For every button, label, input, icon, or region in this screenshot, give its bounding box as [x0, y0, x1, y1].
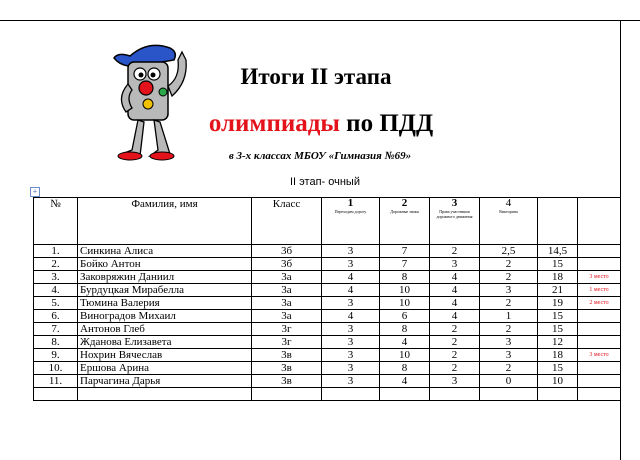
cell-num: 5. — [34, 297, 78, 310]
header-task-1-number: 1 — [347, 197, 354, 209]
cell-score-3: 4 — [430, 284, 480, 297]
cell-empty — [538, 388, 578, 401]
cell-name: Бурдуцкая Мирабелла — [78, 284, 252, 297]
table-header-row — [34, 198, 621, 245]
title-line-1: Итоги II этапа — [240, 64, 392, 89]
cell-place — [578, 336, 621, 349]
cell-name: Заковряжин Даниил — [78, 271, 252, 284]
cell-place — [578, 323, 621, 336]
cell-score-2: 4 — [380, 336, 430, 349]
cell-score-3: 2 — [430, 349, 480, 362]
cell-num: 11. — [34, 375, 78, 388]
header-task-3 — [430, 198, 480, 245]
cell-score-1: 3 — [322, 375, 380, 388]
table-row — [34, 336, 621, 349]
table-row — [34, 323, 621, 336]
header-name: Фамилия, имя — [78, 198, 252, 245]
cell-score-2: 8 — [380, 362, 430, 375]
header-place — [578, 198, 621, 245]
cell-num: 9. — [34, 349, 78, 362]
table-row — [34, 258, 621, 271]
cell-total: 14,5 — [538, 245, 578, 258]
cell-empty — [322, 388, 380, 401]
cell-empty — [34, 388, 78, 401]
cell-class: 3в — [252, 375, 322, 388]
cell-class: 3а — [252, 310, 322, 323]
cell-score-2: 4 — [380, 375, 430, 388]
cell-score-4: 2 — [480, 362, 538, 375]
table-row — [34, 284, 621, 297]
cell-score-3: 2 — [430, 323, 480, 336]
cell-total: 21 — [538, 284, 578, 297]
cell-class: 3в — [252, 362, 322, 375]
table-row — [34, 362, 621, 375]
header-task-3-title: Права участников дорожного движения — [436, 209, 473, 219]
cell-score-4: 2 — [480, 323, 538, 336]
cell-place: 3 место — [578, 271, 621, 284]
cell-score-1: 4 — [322, 284, 380, 297]
cell-class: 3б — [252, 245, 322, 258]
cell-score-3: 4 — [430, 297, 480, 310]
move-handle-icon[interactable]: + — [30, 187, 40, 197]
title-line-2 — [186, 110, 456, 138]
cell-score-1: 3 — [322, 245, 380, 258]
header-task-4-title: Викторина — [499, 209, 518, 214]
cell-name: Синкина Алиса — [78, 245, 252, 258]
cell-total: 15 — [538, 258, 578, 271]
cell-score-1: 3 — [322, 336, 380, 349]
page-edge-top — [0, 20, 640, 21]
cell-place: 2 место — [578, 297, 621, 310]
cell-score-3: 2 — [430, 362, 480, 375]
cell-num: 3. — [34, 271, 78, 284]
cell-name: Антонов Глеб — [78, 323, 252, 336]
cell-total: 12 — [538, 336, 578, 349]
cell-place: 1 место — [578, 284, 621, 297]
cell-num: 2. — [34, 258, 78, 271]
cell-score-2: 8 — [380, 271, 430, 284]
results-table — [33, 197, 621, 401]
cell-total: 15 — [538, 323, 578, 336]
cell-score-4: 2 — [480, 258, 538, 271]
header-task-1-title: Переходим дорогу — [334, 209, 367, 214]
cell-score-4: 3 — [480, 349, 538, 362]
cell-name: Виноградов Михаил — [78, 310, 252, 323]
cell-score-4: 3 — [480, 284, 538, 297]
cell-score-1: 3 — [322, 349, 380, 362]
cell-total: 15 — [538, 310, 578, 323]
table-row — [34, 245, 621, 258]
stage-label: II этап- очный — [290, 176, 360, 188]
cell-total: 19 — [538, 297, 578, 310]
cell-name: Парчагина Дарья — [78, 375, 252, 388]
cell-score-1: 4 — [322, 310, 380, 323]
header-task-2-number: 2 — [401, 197, 408, 209]
cell-name: Ершова Арина — [78, 362, 252, 375]
cell-num: 8. — [34, 336, 78, 349]
cell-score-3: 3 — [430, 375, 480, 388]
header-task-1 — [322, 198, 380, 245]
title-line-2-red: олимпиады — [208, 110, 340, 137]
cell-class: 3а — [252, 271, 322, 284]
cell-class: 3а — [252, 284, 322, 297]
table-row — [34, 375, 621, 388]
cell-name: Бойко Антон — [78, 258, 252, 271]
cell-num: 1. — [34, 245, 78, 258]
cell-empty — [380, 388, 430, 401]
cell-class: 3в — [252, 349, 322, 362]
cell-score-3: 4 — [430, 310, 480, 323]
cell-score-4: 2,5 — [480, 245, 538, 258]
cell-total: 15 — [538, 362, 578, 375]
cell-total: 18 — [538, 349, 578, 362]
cell-score-2: 7 — [380, 258, 430, 271]
cell-score-1: 3 — [322, 297, 380, 310]
cell-num: 6. — [34, 310, 78, 323]
header-task-2-title: Дорожные знаки — [390, 209, 419, 214]
cell-place — [578, 245, 621, 258]
header-task-3-number: 3 — [451, 197, 458, 209]
header-task-4 — [480, 198, 538, 245]
cell-place — [578, 362, 621, 375]
cell-score-4: 0 — [480, 375, 538, 388]
cell-score-2: 8 — [380, 323, 430, 336]
cell-score-3: 2 — [430, 336, 480, 349]
header-task-4-number: 4 — [505, 197, 512, 209]
cell-total: 18 — [538, 271, 578, 284]
cell-num: 10. — [34, 362, 78, 375]
cell-name: Нохрин Вячеслав — [78, 349, 252, 362]
table-row — [34, 349, 621, 362]
cell-empty — [578, 388, 621, 401]
header-class: Класс — [252, 198, 322, 245]
cell-name: Жданова Елизавета — [78, 336, 252, 349]
table-row — [34, 271, 621, 284]
cell-score-2: 6 — [380, 310, 430, 323]
cell-score-4: 2 — [480, 297, 538, 310]
header-task-2 — [380, 198, 430, 245]
cell-empty — [430, 388, 480, 401]
cell-class: 3г — [252, 323, 322, 336]
cell-score-2: 10 — [380, 349, 430, 362]
title-line-2-black: по ПДД — [339, 110, 434, 137]
cell-class: 3а — [252, 297, 322, 310]
cell-score-1: 3 — [322, 258, 380, 271]
table-row — [34, 310, 621, 323]
cell-score-1: 4 — [322, 271, 380, 284]
cell-score-4: 2 — [480, 271, 538, 284]
cell-score-4: 1 — [480, 310, 538, 323]
header-total — [538, 198, 578, 245]
cell-place — [578, 375, 621, 388]
cell-total: 10 — [538, 375, 578, 388]
cell-score-3: 2 — [430, 245, 480, 258]
cell-score-4: 3 — [480, 336, 538, 349]
header-num: № — [34, 198, 78, 245]
cell-score-2: 7 — [380, 245, 430, 258]
subtitle: в 3-х классах МБОУ «Гимназия №69» — [228, 150, 412, 162]
cell-num: 7. — [34, 323, 78, 336]
cell-name: Тюмина Валерия — [78, 297, 252, 310]
cell-score-2: 10 — [380, 284, 430, 297]
table-row-empty — [34, 388, 621, 401]
cell-class: 3б — [252, 258, 322, 271]
cell-class: 3г — [252, 336, 322, 349]
cell-score-1: 3 — [322, 362, 380, 375]
cell-score-3: 3 — [430, 258, 480, 271]
cell-place — [578, 258, 621, 271]
cell-score-2: 10 — [380, 297, 430, 310]
cell-empty — [78, 388, 252, 401]
cell-score-3: 4 — [430, 271, 480, 284]
cell-empty — [480, 388, 538, 401]
cell-num: 4. — [34, 284, 78, 297]
cell-place: 3 место — [578, 349, 621, 362]
cell-empty — [252, 388, 322, 401]
cell-place — [578, 310, 621, 323]
cell-score-1: 3 — [322, 323, 380, 336]
table-row — [34, 297, 621, 310]
